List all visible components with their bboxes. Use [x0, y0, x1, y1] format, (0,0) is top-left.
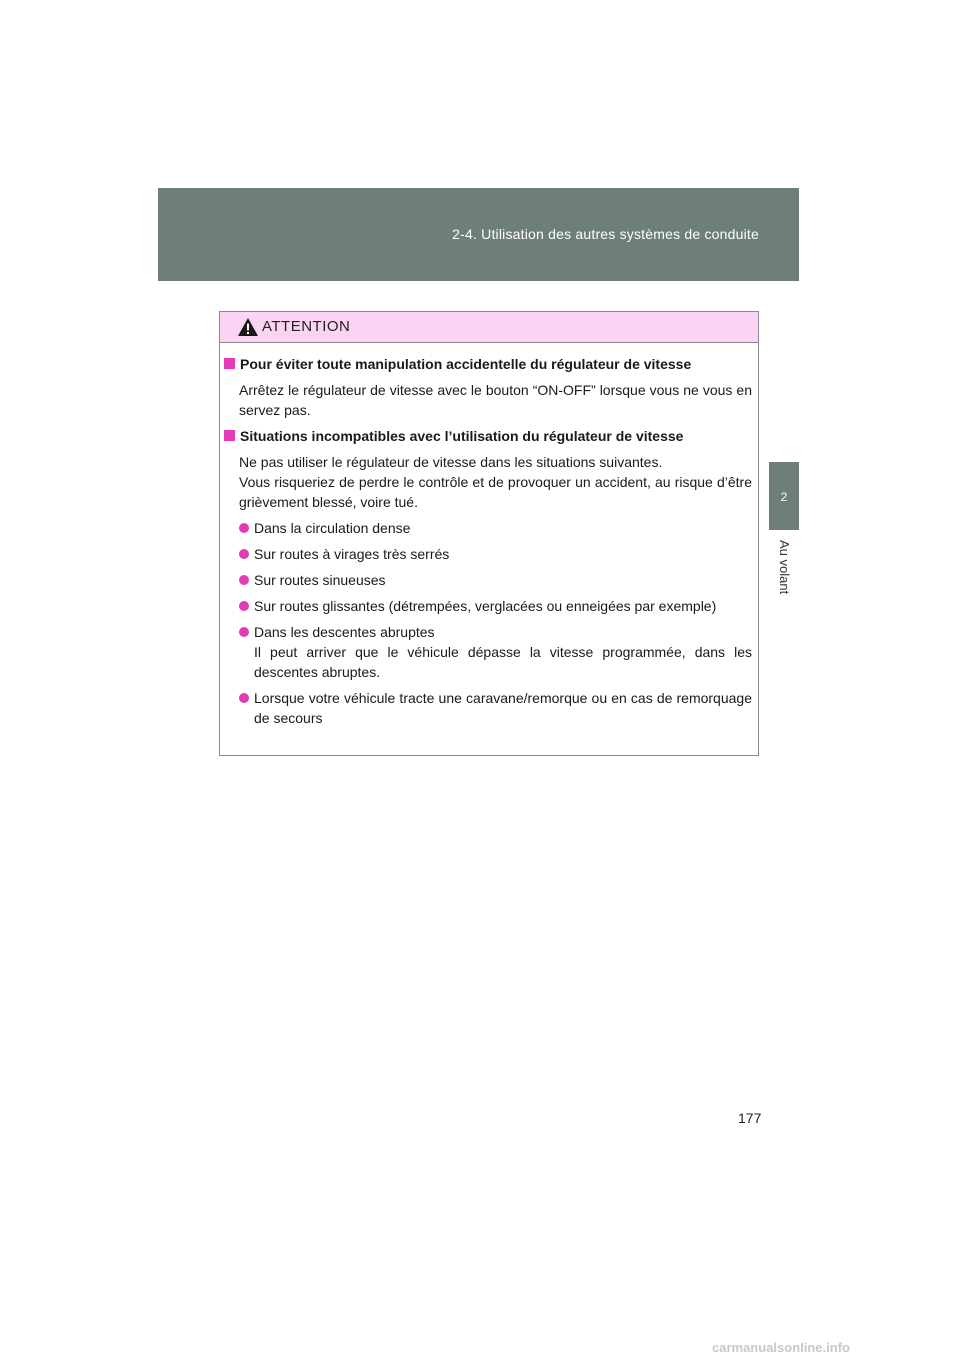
- round-bullet-icon: [239, 601, 249, 611]
- round-bullet-icon: [239, 627, 249, 637]
- chapter-header-band: [158, 188, 799, 281]
- paragraph: [224, 452, 752, 512]
- list-item-text: Sur routes sinueuses: [254, 572, 386, 588]
- watermark: carmanualsonline.info: [712, 1340, 850, 1355]
- list-item-text: Dans la circulation dense: [254, 520, 411, 536]
- caution-body: [220, 343, 758, 728]
- list-item: [224, 596, 752, 616]
- paragraph: Arrêtez le régulateur de vitesse avec le bouton “ON-OFF” lorsque vous ne vous en servez pas.: [239, 382, 752, 418]
- list-item-title: Dans les descentes abruptes: [254, 624, 435, 640]
- list-item: [224, 622, 752, 682]
- list-item-text: [254, 622, 752, 682]
- section-title: 2-4. Utilisation des autres systèmes de conduite: [452, 226, 759, 242]
- list-item-text: Sur routes à virages très serrés: [254, 546, 450, 562]
- square-bullet-icon: [224, 430, 235, 441]
- list-item-text: Lorsque votre véhicule tracte une caravane/remorque ou en cas de remorquage de secours: [254, 690, 752, 726]
- round-bullet-icon: [239, 523, 249, 533]
- list-item: [224, 570, 752, 590]
- caution-title: ATTENTION: [262, 318, 351, 335]
- chapter-number: 2: [780, 490, 788, 504]
- section-heading-text: Pour éviter toute manipulation accidentelle du régulateur de vitesse: [240, 356, 692, 372]
- list-item-text: Sur routes glissantes (détrempées, verglacées ou enneigées par exemple): [254, 598, 717, 614]
- paragraph-line: Vous risqueriez de perdre le contrôle et de provoquer un accident, au risque d’être grièvement blessé, voire tué.: [239, 474, 752, 510]
- round-bullet-icon: [239, 693, 249, 703]
- chapter-label-text: Au volant: [777, 540, 792, 595]
- round-bullet-icon: [239, 549, 249, 559]
- section-heading: [224, 426, 752, 446]
- round-bullet-icon: [239, 575, 249, 585]
- list-item-detail: Il peut arriver que le véhicule dépasse la vitesse programmée, dans les descentes abruptes.: [254, 644, 752, 680]
- list-item: [224, 688, 752, 728]
- warning-icon: [237, 317, 259, 337]
- page-number: 177: [738, 1110, 762, 1126]
- section-heading-text: Situations incompatibles avec l’utilisation du régulateur de vitesse: [240, 428, 684, 444]
- list-item: [224, 518, 752, 538]
- chapter-tab: [769, 462, 799, 530]
- square-bullet-icon: [224, 358, 235, 369]
- caution-header: [220, 312, 758, 343]
- section-heading: [224, 354, 752, 374]
- chapter-label: [772, 540, 796, 610]
- list-item: [224, 544, 752, 564]
- caution-box: [219, 311, 759, 756]
- paragraph-line: Ne pas utiliser le régulateur de vitesse dans les situations suivantes.: [239, 454, 663, 470]
